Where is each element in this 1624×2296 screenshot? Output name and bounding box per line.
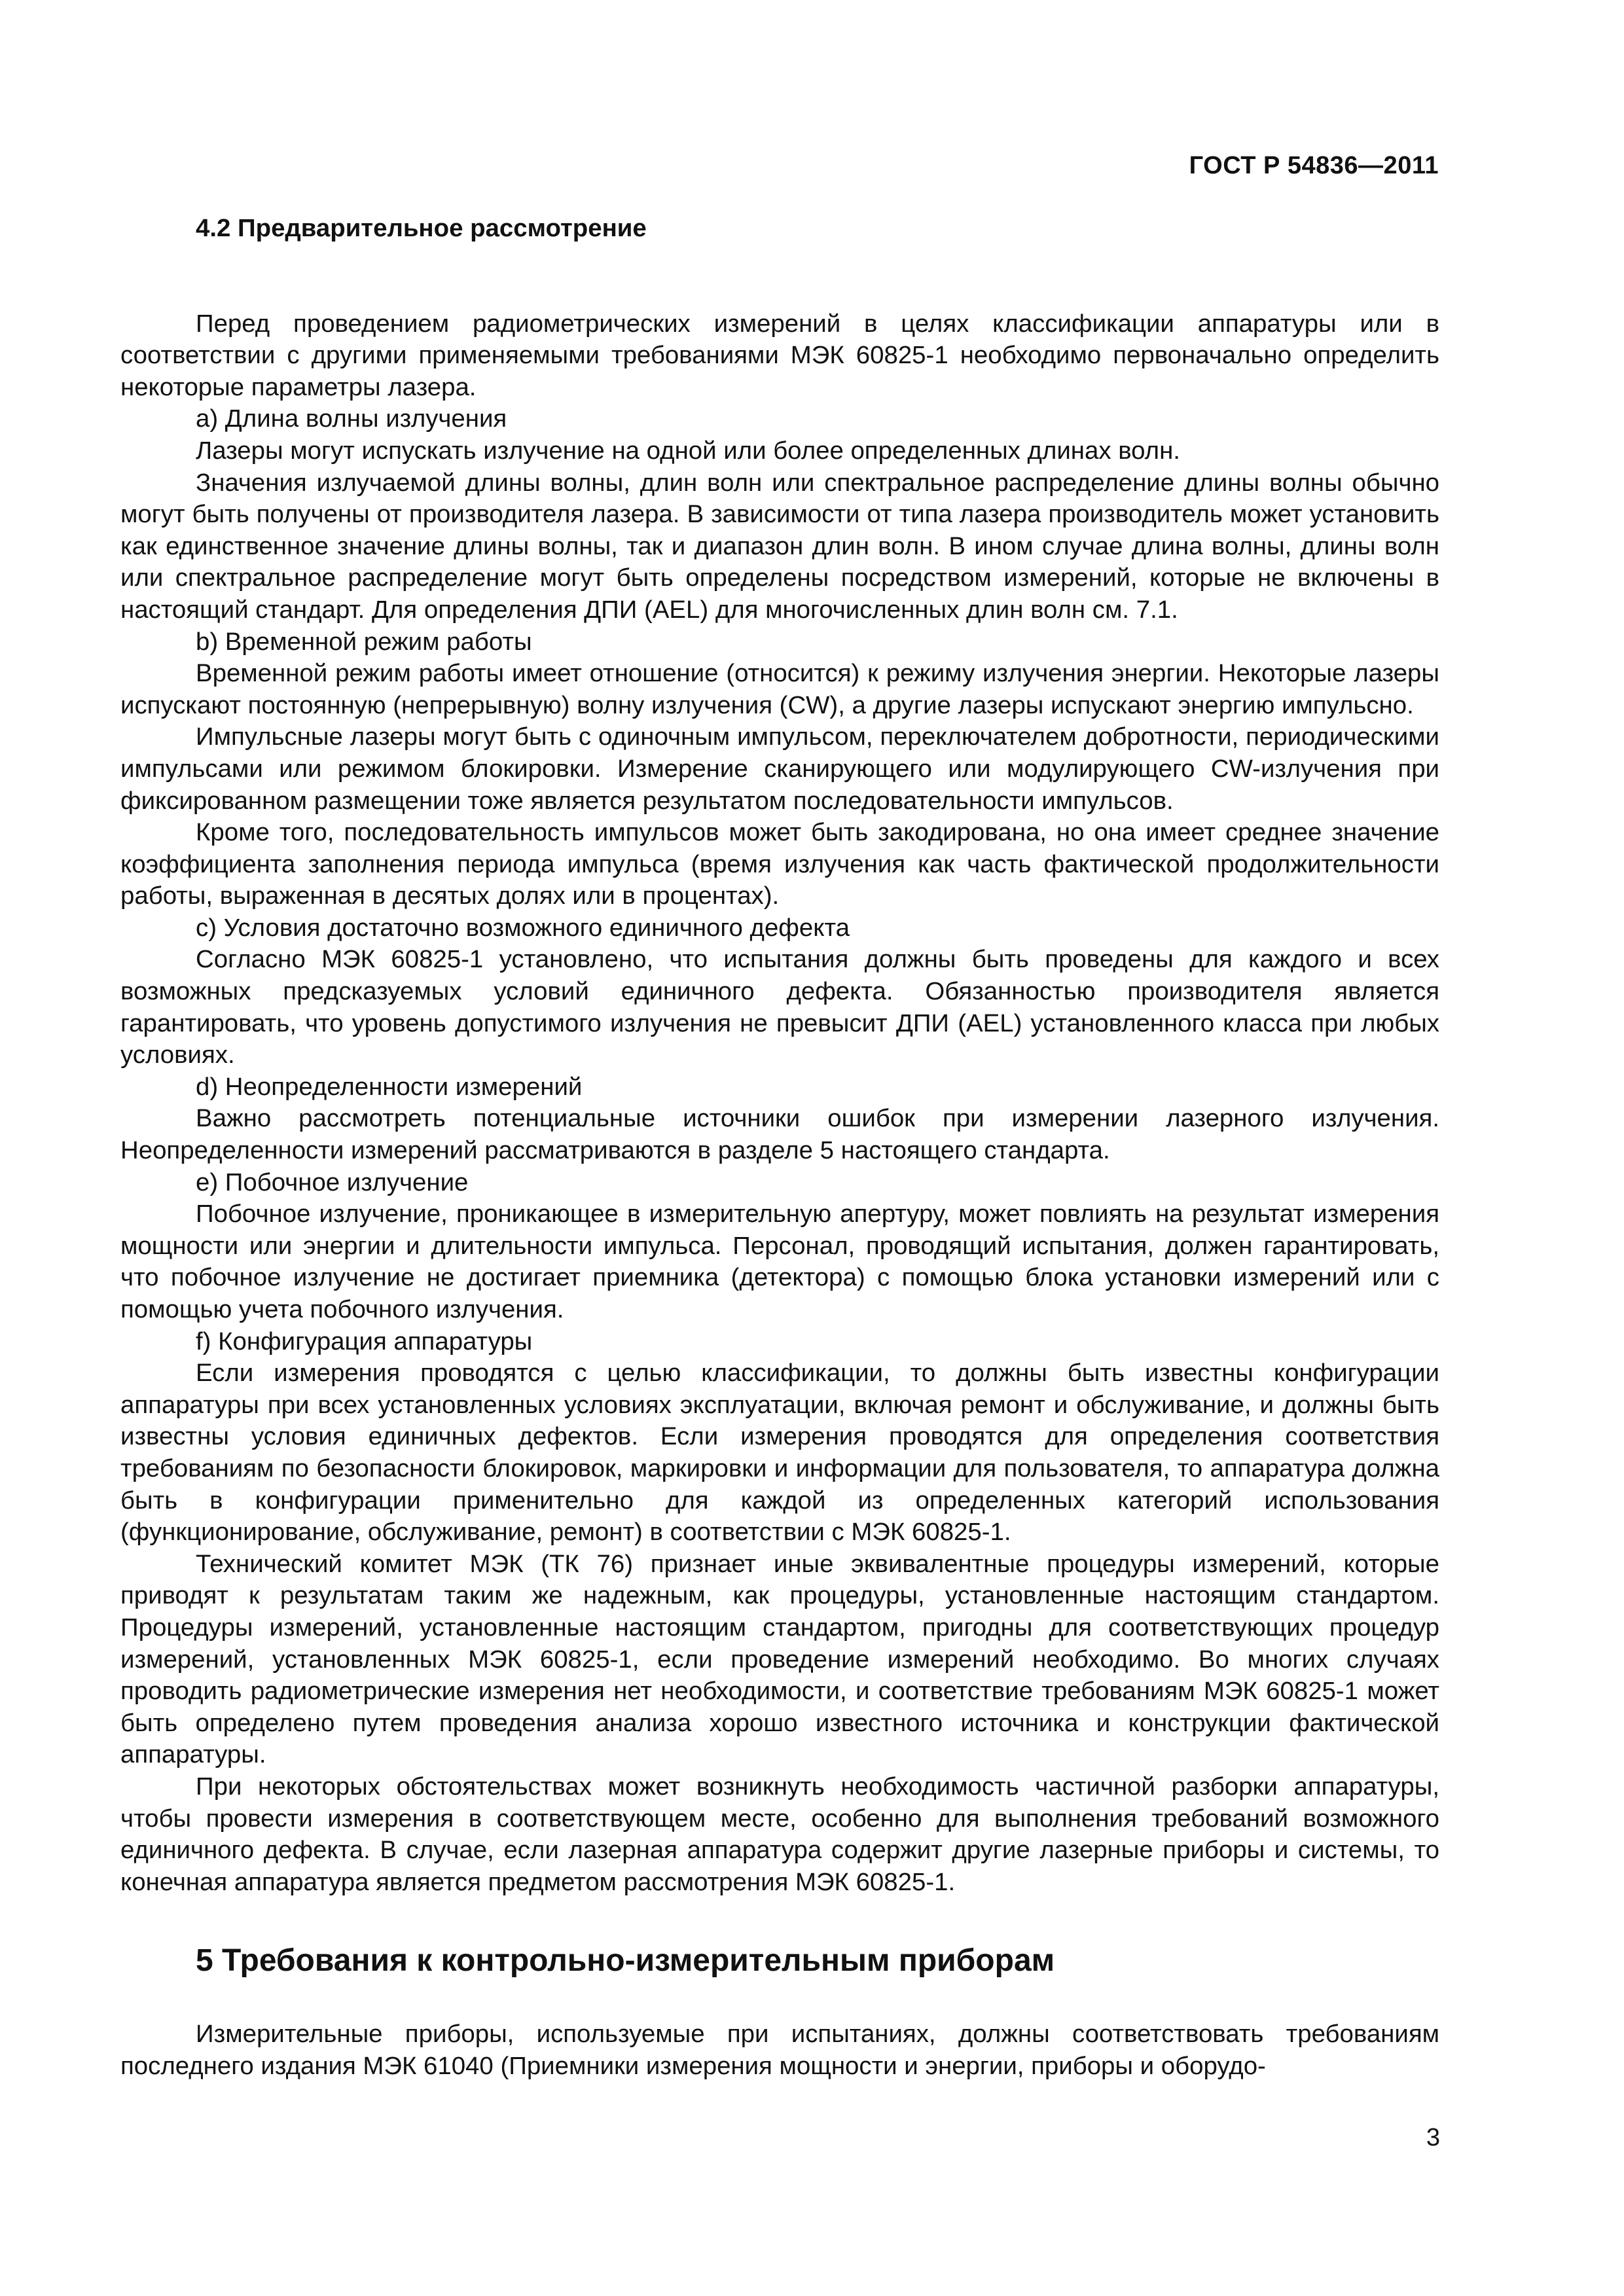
list-item-heading: f) Конфигурация аппаратуры [196,1327,533,1355]
paragraph: Важно рассмотреть потенциальные источники ошибок при измерении лазерного излучения. Неопределенности измерений рассматриваются в разделе 5 настоящего стандарта. [120,1104,1439,1165]
paragraph: Если измерения проводятся с целью классификации, то должны быть известны конфигурации аппаратуры при всех установленных условиях эксплуатации, включая ремонт и обслуживание, и должны быть известны условия единичных дефектов. Если измерения проводятся для определения соответствия требованиям по безопасности блокировок, маркировки и информации для пользователя, то аппаратура должна быть в конфигурации применительно для каждой из определенных категорий использования (функционирование, обслуживание, ремонт) в соответствии с МЭК 60825-1. [120,1359,1439,1547]
paragraph: Перед проведением радиометрических измерений в целях классификации аппаратуры или в соответствии с другими применяемыми требованиями МЭК 60825-1 необходимо первоначально определить некоторые параметры лазера. [120,309,1439,401]
list-item-heading: b) Временной режим работы [196,627,532,656]
paragraph: Импульсные лазеры могут быть с одиночным импульсом, переключателем добротности, периодическими импульсами или режимом блокировки. Измерение сканирующего или модулирующего CW-излучения при фиксированном размещении тоже является результатом последовательности импульсов. [120,723,1439,815]
list-item-heading: а) Длина волны излучения [196,404,507,433]
paragraph: Побочное излучение, проникающее в измерительную апертуру, может повлиять на результат измерения мощности или энергии и длительности импульса. Персонал, проводящий испытания, должен гарантировать, что побочное излучение не достигает приемника (детектора) с помощью блока установки измерений или с помощью учета побочного излучения. [120,1200,1439,1323]
paragraph: Согласно МЭК 60825-1 установлено, что испытания должны быть проведены для каждого и всех возможных предсказуемых условий единичного дефекта. Обязанностью производителя является гарантировать, что уровень допустимого излучения не превысит ДПИ (AEL) установленного класса при любых условиях. [120,945,1439,1069]
paragraph: При некоторых обстоятельствах может возникнуть необходимость частичной разборки аппаратуры, чтобы провести измерения в соответствующем месте, особенно для выполнения требований возможного единичного дефекта. В случае, если лазерная аппаратура содержит другие лазерные приборы и системы, то конечная аппаратура является предметом рассмотрения МЭК 60825-1. [120,1772,1439,1896]
list-item-heading: d) Неопределенности измерений [196,1072,583,1101]
list-item-heading: e) Побочное излучение [196,1168,469,1196]
section-title: 5 Требования к контрольно-измерительным приборам [196,1943,1055,1979]
page-body [120,213,1439,2082]
paragraph: Значения излучаемой длины волны, длин волн или спектральное распределение длины волны обычно могут быть получены от производителя лазера. В зависимости от типа лазера производитель может установить как единственное значение длины волны, так и диапазон длин волн. В ином случае длина волны, длины волн или спектральное распределение могут быть определены посредством измерений, которые не включены в настоящий стандарт. Для определения ДПИ (AEL) для многочисленных длин волн см. 7.1. [120,468,1439,624]
paragraph: Лазеры могут испускать излучение на одной или более определенных длинах волн. [196,436,1180,465]
page-number: 3 [1426,2124,1440,2151]
subsection-title: 4.2 Предварительное рассмотрение [196,214,647,242]
paragraph: Кроме того, последовательность импульсов может быть закодирована, но она имеет среднее значение коэффициента заполнения периода импульса (время излучения как часть фактической продолжительности работы, выраженная в десятых долях или в процентах). [120,818,1439,910]
paragraph: Временной режим работы имеет отношение (относится) к режиму излучения энергии. Некоторые лазеры испускают постоянную (непрерывную) волну излучения (CW), а другие лазеры испускают энергию импульсно. [120,659,1439,719]
standard-code-header: ГОСТ Р 54836—2011 [1189,152,1439,179]
list-item-heading: c) Условия достаточно возможного единичного дефекта [196,913,850,942]
paragraph: Измерительные приборы, используемые при испытаниях, должны соответствовать требованиям последнего издания МЭК 61040 (Приемники измерения мощности и энергии, приборы и оборудо- [120,2020,1439,2080]
paragraph: Технический комитет МЭК (ТК 76) признает иные эквивалентные процедуры измерений, которые приводят к результатам таким же надежным, как процедуры, установленные настоящим стандартом. Процедуры измерений, установленные настоящим стандартом, пригодны для соответствующих процедур измерений, установленных МЭК 60825-1, если проведение измерений необходимо. Во многих случаях проводить радиометрические измерения нет необходимости, и соответствие требованиям МЭК 60825-1 может быть определено путем проведения анализа хорошо известного источника и конструкции фактической аппаратуры. [120,1549,1439,1769]
